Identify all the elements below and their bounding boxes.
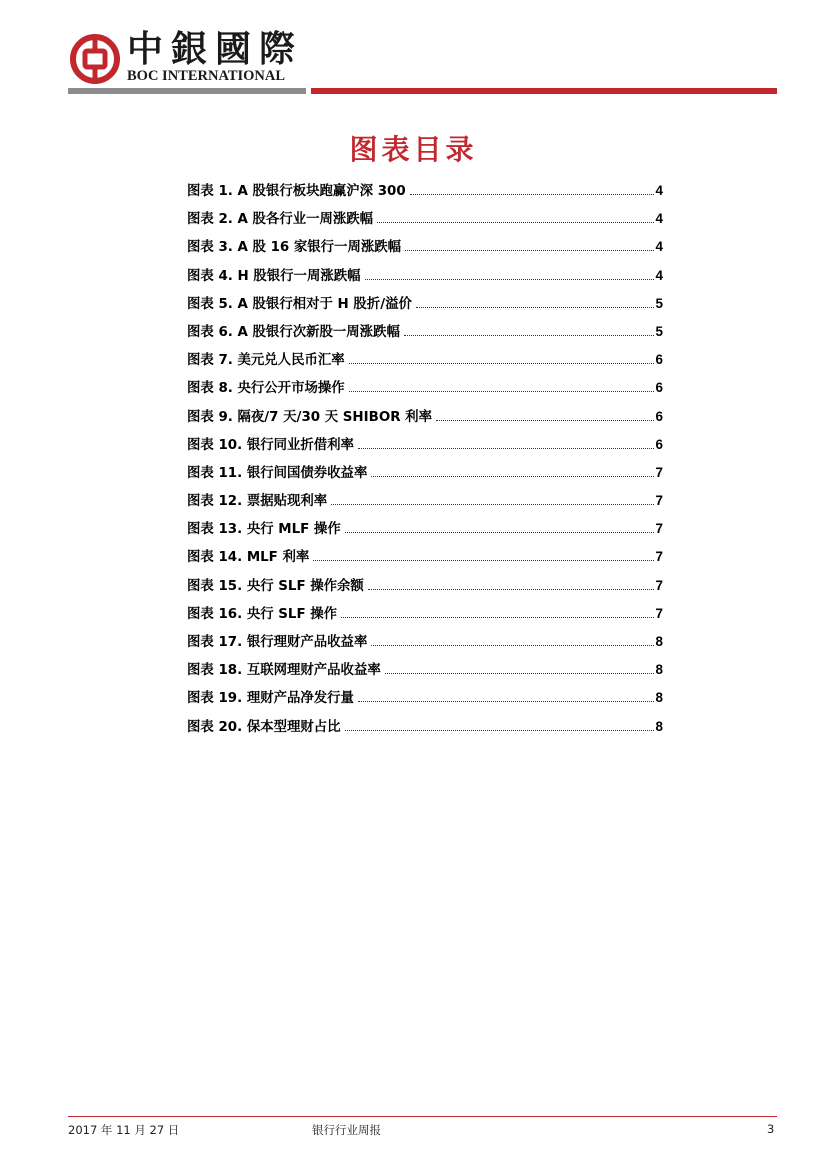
toc-leader-dots: [365, 278, 654, 280]
toc-entry[interactable]: [187, 462, 663, 490]
toc-entry-page: 8: [655, 718, 663, 734]
toc-leader-dots: [358, 700, 654, 702]
toc-leader-dots: [416, 306, 654, 308]
toc-entry-label: 图表 19. 理财产品净发行量: [187, 691, 354, 707]
toc-entry-page: 8: [655, 634, 663, 649]
toc-entry-label: 图表 1. A 股银行板块跑赢沪深 300: [187, 184, 406, 199]
toc-entry[interactable]: [187, 265, 663, 293]
footer-report-name: 银行行业周报: [312, 1123, 381, 1137]
toc-entry-label: 图表 17. 银行理财产品收益率: [187, 635, 368, 650]
toc-entry-label: 图表 2. A 股各行业一周涨跌幅: [187, 212, 374, 228]
toc-entry-label: 图表 7. 美元兑人民币汇率: [187, 353, 345, 369]
toc-entry-page: 8: [655, 662, 663, 678]
toc-entry-page: 7: [655, 549, 663, 565]
header-rule-red: [311, 88, 777, 94]
toc-entry[interactable]: [187, 490, 663, 518]
toc-entry-page: 8: [655, 690, 663, 706]
toc-leader-dots: [358, 447, 654, 449]
toc-entry-page: 4: [655, 183, 663, 198]
toc-entry-label: 图表 14. MLF 利率: [187, 550, 310, 566]
toc-leader-dots: [404, 334, 654, 336]
toc-entry-label: 图表 16. 央行 SLF 操作: [187, 606, 338, 622]
toc-leader-dots: [331, 503, 653, 505]
toc-entry[interactable]: [187, 518, 663, 546]
toc-entry-page: 7: [655, 464, 663, 480]
toc-entry-label: 图表 18. 互联网理财产品收益率: [187, 663, 381, 679]
toc-entry-label: 图表 8. 央行公开市场操作: [187, 381, 345, 397]
toc-entry-label: 图表 5. A 股银行相对于 H 股折/溢价: [187, 296, 412, 312]
brand-name-en: BOC INTERNATIONAL: [127, 68, 286, 84]
toc-leader-dots: [349, 362, 654, 364]
toc-entry-page: 7: [655, 493, 663, 509]
toc-entry[interactable]: [187, 659, 663, 687]
boc-logo-icon: [70, 34, 120, 84]
footer-rule: [68, 1116, 777, 1117]
toc-entry-page: 7: [655, 577, 663, 593]
brand-name-cn: 中銀國際: [127, 28, 304, 70]
toc-leader-dots: [349, 390, 654, 392]
toc-entry-label: 图表 6. A 股银行次新股一周涨跌幅: [187, 324, 400, 340]
toc-leader-dots: [345, 729, 654, 731]
toc-entry[interactable]: [187, 434, 663, 462]
toc-leader-dots: [345, 531, 654, 533]
toc-entry[interactable]: [187, 631, 663, 659]
toc-entry-page: 7: [655, 521, 663, 537]
toc-leader-dots: [313, 559, 653, 561]
toc-entry[interactable]: [187, 603, 663, 631]
toc-entry[interactable]: [187, 716, 663, 744]
toc-entry[interactable]: [187, 321, 663, 349]
toc-entry[interactable]: [187, 575, 663, 603]
toc-entry[interactable]: [187, 687, 663, 715]
toc-leader-dots: [371, 475, 653, 477]
toc-entry-label: 图表 11. 银行间国债券收益率: [187, 465, 368, 481]
toc-entry-label: 图表 15. 央行 SLF 操作余额: [187, 578, 364, 594]
toc-entry-page: 7: [655, 605, 663, 621]
toc-entry-page: 6: [655, 380, 663, 396]
footer-date: 2017 年 11 月 27 日: [68, 1123, 180, 1137]
toc-entry[interactable]: [187, 406, 663, 434]
toc-entry-label: 图表 3. A 股 16 家银行一周涨跌幅: [187, 240, 402, 256]
toc-leader-dots: [341, 616, 654, 618]
toc-entry[interactable]: [187, 349, 663, 377]
toc-entry[interactable]: [187, 208, 663, 236]
toc-entry-page: 5: [655, 295, 663, 311]
toc-entry[interactable]: [187, 180, 663, 208]
toc-entry-page: 6: [655, 436, 663, 452]
toc-entry[interactable]: [187, 546, 663, 574]
toc-entry-label: 图表 10. 银行同业折借利率: [187, 437, 354, 453]
toc-leader-dots: [377, 221, 653, 223]
toc-entry-page: 6: [655, 408, 663, 424]
toc-entry-label: 图表 4. H 股银行一周涨跌幅: [187, 268, 361, 284]
toc-entry[interactable]: [187, 293, 663, 321]
toc-entry[interactable]: [187, 236, 663, 264]
toc-entry-page: 4: [655, 211, 663, 227]
page-header: [0, 0, 827, 100]
toc-leader-dots: [385, 672, 654, 674]
toc-list: [187, 180, 663, 744]
page-title: 图表目录: [349, 133, 478, 166]
toc-entry[interactable]: [187, 377, 663, 405]
toc-leader-dots: [371, 644, 653, 646]
toc-entry-label: 图表 13. 央行 MLF 操作: [187, 522, 341, 538]
toc-entry-page: 6: [655, 352, 663, 368]
header-rule-gray: [68, 88, 306, 94]
toc-entry-page: 5: [655, 323, 663, 339]
toc-leader-dots: [405, 249, 654, 251]
toc-entry-page: 4: [655, 267, 663, 283]
toc-leader-dots: [436, 419, 654, 421]
toc-entry-page: 4: [655, 239, 663, 255]
toc-entry-label: 图表 20. 保本型理财占比: [187, 719, 341, 735]
toc-leader-dots: [410, 193, 654, 195]
toc-entry-label: 图表 12. 票据贴现利率: [187, 494, 328, 510]
footer-page-number: 3: [767, 1122, 775, 1136]
toc-entry-label: 图表 9. 隔夜/7 天/30 天 SHIBOR 利率: [187, 409, 432, 425]
toc-leader-dots: [368, 588, 654, 590]
